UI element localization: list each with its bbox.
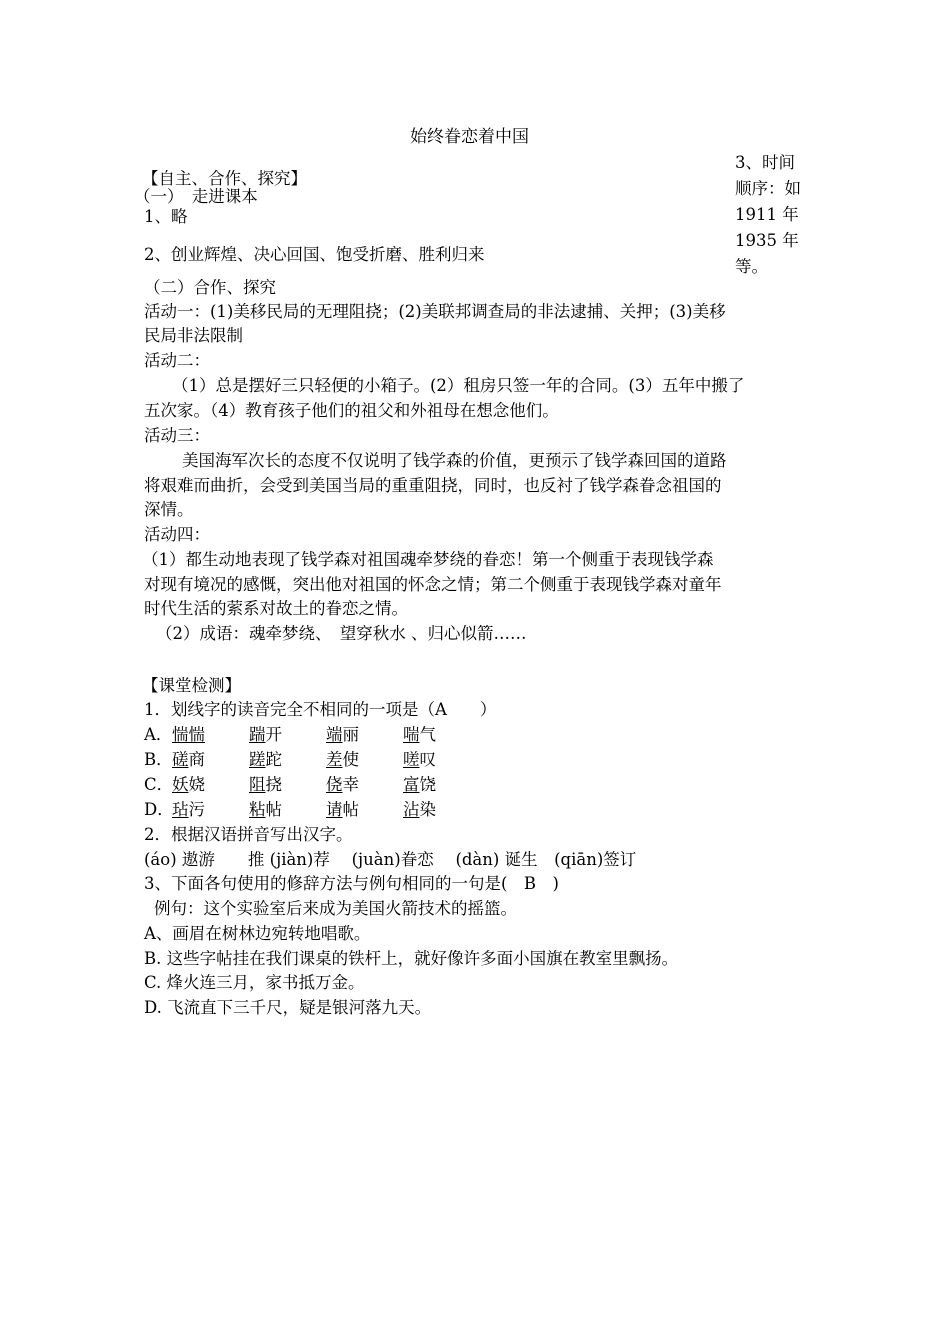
option-label: C． xyxy=(144,775,174,794)
item-1: 1、略 xyxy=(144,207,188,226)
underlined-char: 玷 xyxy=(172,800,189,819)
plain-char: 染 xyxy=(419,800,436,819)
underlined-char: 蹉 xyxy=(249,750,266,769)
plain-char: 挠 xyxy=(265,775,282,794)
option-word xyxy=(172,774,205,796)
option-word xyxy=(326,724,359,746)
activity-4-label: 活动四： xyxy=(144,525,210,544)
underlined-char: 请 xyxy=(326,800,343,819)
activity-2-line-2: 五次家。（4）教育孩子他们的祖父和外祖母在想念他们。 xyxy=(144,401,559,420)
activity-4-line-1: （1）都生动地表现了钱学森对祖国魂牵梦绕的眷恋！第一个侧重于表现钱学森 xyxy=(142,550,714,569)
option-word xyxy=(326,749,359,771)
plain-char: 气 xyxy=(419,725,436,744)
item-2: 2、创业辉煌、决心回国、饱受折磨、胜利归来 xyxy=(144,245,485,264)
activity-3-line-2: 将艰难而曲折，会受到美国当局的重重阻挠，同时，也反衬了钱学森眷念祖国的 xyxy=(144,476,722,495)
option-label: D． xyxy=(144,800,174,819)
plain-char: 使 xyxy=(342,750,359,769)
option-word xyxy=(403,799,436,821)
question-3: 3、下面各句使用的修辞方法与例句相同的一句是( B ) xyxy=(144,874,559,893)
underlined-char: 阻 xyxy=(249,775,266,794)
plain-char: 饶 xyxy=(419,775,436,794)
activity-1-line-2: 民局非法限制 xyxy=(144,326,243,345)
question-3-option-d: D. 飞流直下三千尺，疑是银河落九天。 xyxy=(144,998,432,1017)
plain-char: 幸 xyxy=(342,775,359,794)
underlined-char: 富 xyxy=(403,775,420,794)
option-label: A． xyxy=(144,725,173,744)
underlined-char: 妖 xyxy=(172,775,189,794)
question-3-option-a: A、画眉在树林边宛转地唱歌。 xyxy=(144,924,371,943)
question-3-option-c: C. 烽火连三月，家书抵万金。 xyxy=(144,973,365,992)
plain-char: 商 xyxy=(188,750,205,769)
plain-char: 帖 xyxy=(342,800,359,819)
underlined-char: 端 xyxy=(326,725,343,744)
activity-3-label: 活动三： xyxy=(144,426,210,445)
activity-3-line-3: 深情。 xyxy=(144,500,194,519)
question-3-example: 例句：这个实验室后来成为美国火箭技术的摇篮。 xyxy=(154,899,517,918)
option-word xyxy=(403,749,436,771)
option-word xyxy=(249,724,282,746)
plain-char: 污 xyxy=(188,800,205,819)
option-word xyxy=(249,799,282,821)
side-note: 3、时间顺序：如 1911 年 1935 年等。 xyxy=(735,153,801,276)
activity-1-line-1: 活动一：(1)美移民局的无理阻挠；(2)美联邦调查局的非法逮捕、关押；(3)美移 xyxy=(144,302,726,321)
underlined-char: 喘 xyxy=(403,725,420,744)
option-label: B． xyxy=(144,750,173,769)
question-1: 1．划线字的读音完全不相同的一项是（A ） xyxy=(144,700,497,719)
plain-char: 帖 xyxy=(265,800,282,819)
activity-4-line-2: 对现有境况的感慨，突出他对祖国的怀念之情；第二个侧重于表现钱学森对童年 xyxy=(144,575,722,594)
question-2: 2．根据汉语拼音写出汉字。 xyxy=(144,825,353,844)
underlined-char: 踹 xyxy=(249,725,266,744)
option-word xyxy=(172,749,205,771)
option-word xyxy=(249,774,282,796)
activity-4-line-3: 时代生活的萦系对故土的眷恋之情。 xyxy=(144,599,408,618)
plain-char: 叹 xyxy=(419,750,436,769)
underlined-char: 嗟 xyxy=(403,750,420,769)
activity-2-line-1: （1）总是摆好三只轻便的小箱子。(2）租房只签一年的合同。(3）五年中搬了 xyxy=(172,376,745,395)
underlined-char: 磋 xyxy=(172,750,189,769)
section-heading-test: 【课堂检测】 xyxy=(142,676,241,695)
underlined-char: 粘 xyxy=(249,800,266,819)
plain-char: 跎 xyxy=(265,750,282,769)
option-word xyxy=(172,724,205,746)
subsection-textbook: （一） 走进课本 xyxy=(134,187,258,206)
subsection-cooperate: （二）合作、探究 xyxy=(144,278,276,297)
page-title: 始终眷恋着中国 xyxy=(410,127,529,147)
question-2-pinyin-line: (áo) 遨游 推 (jiàn)荐 (juàn)眷恋 (dàn) 诞生 (qiān)签订 xyxy=(144,850,637,869)
underlined-char: 沾 xyxy=(403,800,420,819)
option-word xyxy=(403,774,436,796)
activity-2-label: 活动二： xyxy=(144,351,210,370)
option-word xyxy=(326,774,359,796)
plain-char: 开 xyxy=(265,725,282,744)
option-word xyxy=(249,749,282,771)
option-word xyxy=(326,799,359,821)
question-3-option-b: B. 这些字帖挂在我们课桌的铁杆上，就好像许多面小国旗在教室里飘扬。 xyxy=(144,949,679,968)
plain-char: 丽 xyxy=(342,725,359,744)
underlined-char: 惴惴 xyxy=(172,725,205,744)
option-word xyxy=(403,724,436,746)
section-heading-explore: 【自主、合作、探究】 xyxy=(142,169,307,188)
underlined-char: 侥 xyxy=(326,775,343,794)
activity-4-line-4: （2）成语：魂牵梦绕、 望穿秋水 、归心似箭…… xyxy=(156,624,527,643)
activity-3-line-1: 美国海军次长的态度不仅说明了钱学森的价值，更预示了钱学森回国的道路 xyxy=(182,451,727,470)
option-word xyxy=(172,799,205,821)
underlined-char: 差 xyxy=(326,750,343,769)
plain-char: 娆 xyxy=(188,775,205,794)
